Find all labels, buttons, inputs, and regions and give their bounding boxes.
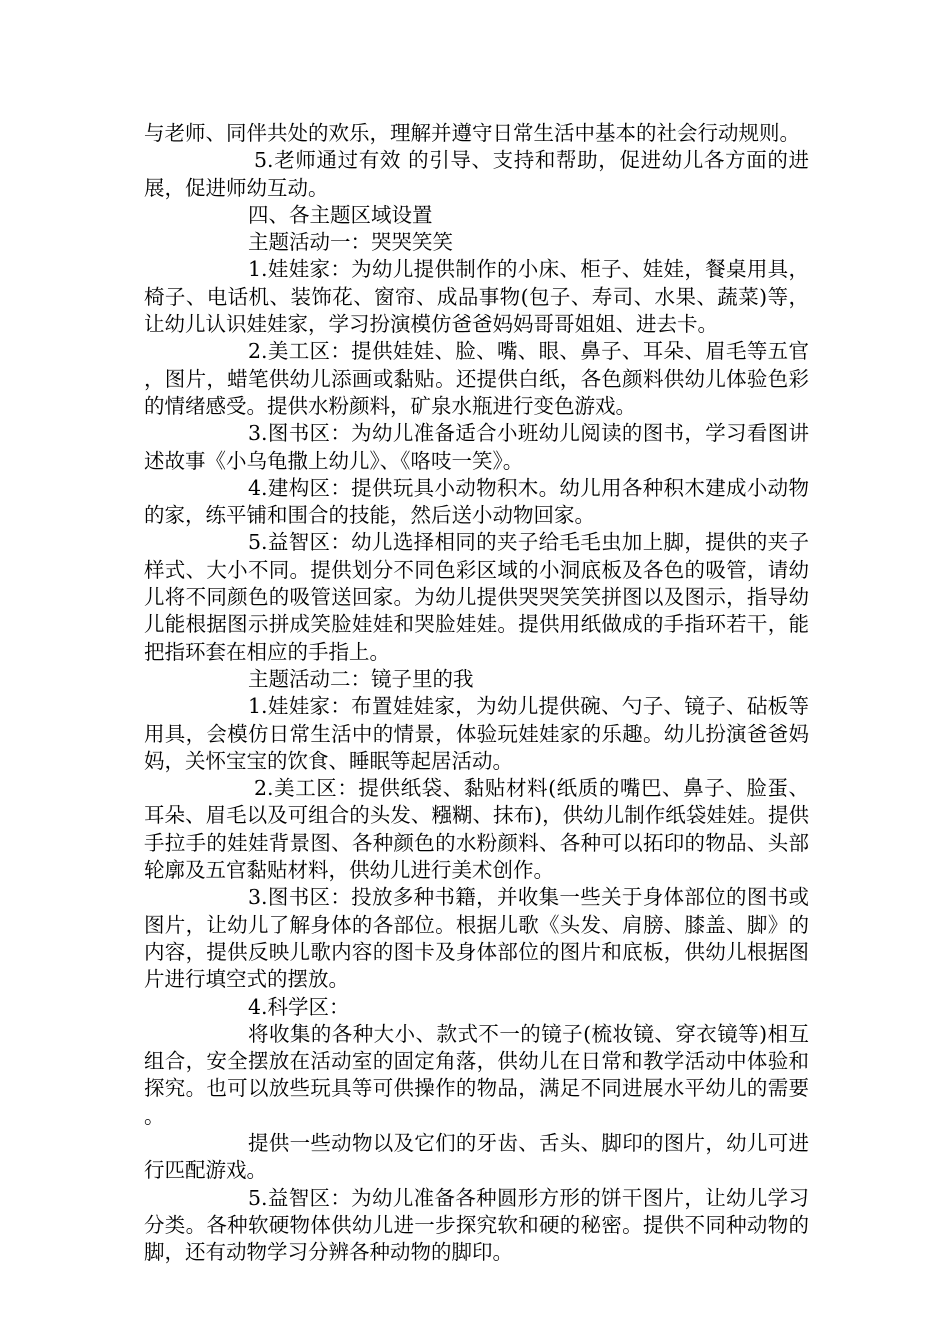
paragraph-art-area-1: 2.美工区：提供娃娃、脸、嘴、眼、鼻子、耳朵、眉毛等五官，图片，蜡笔供幼儿添画或黏贴。还提供白纸，各色颜料供幼儿体验色彩的情绪感受。提供水粉颜料，矿泉水瓶进行变色游戏。	[144, 339, 809, 418]
document-body	[144, 120, 809, 1266]
science-area-heading: 4.科学区：	[248, 994, 350, 1019]
paragraph-doll-house-1: 1.娃娃家：为幼儿提供制作的小床、柜子、娃娃，餐桌用具，椅子、电话机、装饰花、窗帘、成品事物(包子、寿司、水果、蔬菜)等，让幼儿认识娃娃家，学习扮演模仿爸爸妈妈哥哥姐姐、进去卡。	[144, 257, 809, 337]
theme-heading-2: 主题活动二：镜子里的我	[248, 666, 474, 691]
paragraph-doll-house-2: 1.娃娃家：布置娃娃家，为幼儿提供碗、勺子、镜子、砧板等用具，会模仿日常生活中的情景，体验玩娃娃家的乐趣。幼儿扮演爸爸妈妈，关怀宝宝的饮食、睡眠等起居活动。	[144, 694, 809, 773]
paragraph-puzzle-area-1: 5.益智区：幼儿选择相同的夹子给毛毛虫加上脚，提供的夹子样式、大小不同。提供划分不同色彩区域的小洞底板及各色的吸管，请幼儿将不同颜色的吸管送回家。为幼儿提供哭哭笑笑拼图以及图示，指导幼儿能根据图示拼成笑脸娃娃和哭脸娃娃。提供用纸做成的手指环若干，能把指环套在相应的手指上。	[144, 530, 809, 664]
paragraph-puzzle-area-2: 5.益智区：为幼儿准备各种圆形方形的饼干图片，让幼儿学习分类。各种软硬物体供幼儿进一步探究软和硬的秘密。提供不同种动物的脚，还有动物学习分辨各种动物的脚印。	[144, 1185, 809, 1265]
paragraph-science-matching: 提供一些动物以及它们的牙齿、舌头、脚印的图片，幼儿可进行匹配游戏。	[144, 1130, 809, 1183]
section-heading: 四、各主题区域设置	[248, 202, 433, 227]
paragraph-1: 与老师、同伴共处的欢乐，理解并遵守日常生活中基本的社会行动规则。	[144, 121, 800, 145]
paragraph-science-mirrors: 将收集的各种大小、款式不一的镜子(梳妆镜、穿衣镜等)相互组合，安全摆放在活动室的固定角落，供幼儿在日常和教学活动中体验和探究。也可以放些玩具等可供操作的物品，满足不同进展水平幼儿的需要。	[144, 1021, 809, 1128]
paragraph-art-area-2: 2.美工区：提供纸袋、黏贴材料(纸质的嘴巴、鼻子、脸蛋、耳朵、眉毛以及可组合的头发、糨糊、抹布)，供幼儿制作纸袋娃娃。提供手拉手的娃娃背景图、各种颜色的水粉颜料、各种可以拓印的物品、头部轮廓及五官黏贴材料，供幼儿进行美术创作。	[144, 776, 809, 883]
paragraph-book-area-2: 3.图书区：投放多种书籍，并收集一些关于身体部位的图书或图片，让幼儿了解身体的各部位。根据儿歌《头发、肩膀、膝盖、脚》的内容，提供反映儿歌内容的图卡及身体部位的图片和底板，供幼儿根据图片进行填空式的摆放。	[144, 885, 809, 992]
paragraph-book-area-1: 3.图书区：为幼儿准备适合小班幼儿阅读的图书，学习看图讲述故事《小乌龟撒上幼儿》、《咯吱一笑》。	[144, 421, 809, 473]
theme-heading-1: 主题活动一：哭哭笑笑	[248, 230, 453, 255]
paragraph-2: 5.老师通过有效 的引导、支持和帮助，促进幼儿各方面的进展，促进师幼互动。	[144, 148, 809, 200]
paragraph-building-area-1: 4.建构区：提供玩具小动物积木。幼儿用各种积木建成小动物的家，练平铺和围合的技能，然后送小动物回家。	[144, 475, 809, 528]
